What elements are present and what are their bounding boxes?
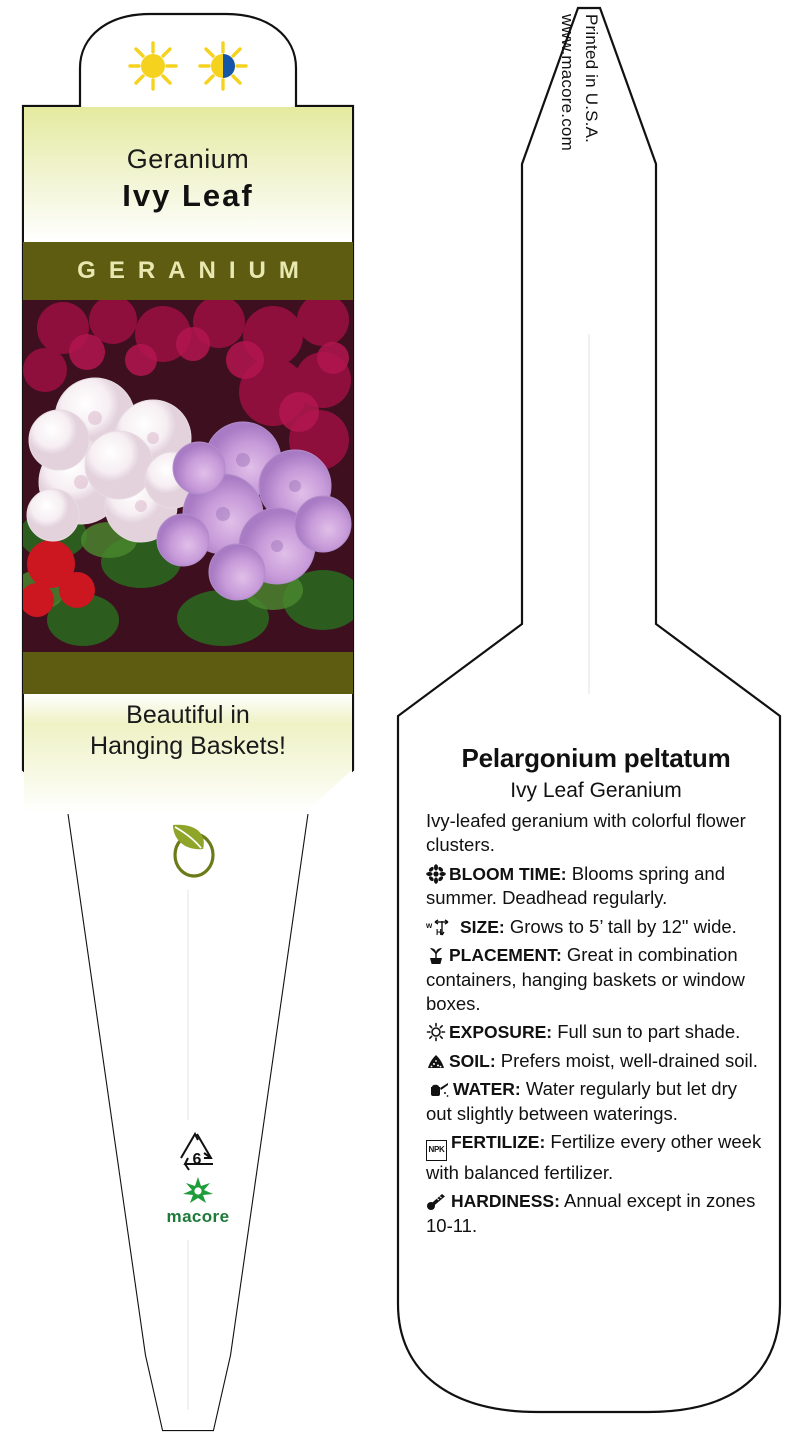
- size-arrows-icon: w H: [426, 918, 456, 937]
- full-sun-icon: [127, 40, 179, 92]
- fact-label: WATER:: [453, 1079, 521, 1100]
- soil-pile-icon: [426, 1051, 446, 1071]
- tagline-line-1: Beautiful in: [126, 701, 250, 729]
- description: Ivy-leafed geranium with colorful flower clusters.: [426, 810, 746, 856]
- fact-fertilize: [426, 1130, 766, 1185]
- fact-hardiness: [426, 1189, 766, 1238]
- plant-care-info: [426, 744, 766, 1238]
- sun-exposure-icon: [426, 1022, 446, 1042]
- cultivar-name: Ivy Leaf: [122, 177, 254, 213]
- fact-text: Grows to 5’ tall by 12" wide.: [504, 915, 737, 937]
- plant-title-block: [23, 118, 353, 240]
- npk-fertilizer-icon: NPK: [426, 1140, 447, 1161]
- macore-wordmark: macore: [166, 1207, 230, 1226]
- fact-text: Fertilize every other week with balanced fertilizer.: [426, 1130, 762, 1183]
- leaf-logo: [163, 815, 223, 881]
- macore-star-icon: [180, 1175, 216, 1205]
- fact-text: Annual except in zones 10-11.: [426, 1190, 756, 1236]
- fact-soil: [426, 1049, 766, 1073]
- fact-text: Water regularly but let dry out slightly between waterings.: [426, 1078, 737, 1124]
- thermometer-icon: [426, 1191, 448, 1211]
- front-plant-tag: [8, 10, 368, 1438]
- fact-label: SIZE:: [460, 916, 505, 937]
- back-plant-tag: [390, 4, 788, 1440]
- fact-size: [426, 915, 766, 939]
- fact-text: Prefers moist, well-drained soil.: [495, 1049, 758, 1071]
- plant-photo: [23, 300, 353, 652]
- fact-exposure: [426, 1020, 766, 1044]
- part-sun-icon: [197, 40, 249, 92]
- fact-placement: [426, 943, 766, 1016]
- fact-water: [426, 1077, 766, 1126]
- fact-label: HARDINESS:: [451, 1191, 560, 1212]
- fact-label: BLOOM TIME:: [449, 863, 567, 884]
- geranium-band: [23, 242, 353, 300]
- tagline-line-2: Hanging Baskets!: [90, 732, 286, 761]
- recycle-number: 6: [192, 1151, 202, 1168]
- recycle-icon: [166, 1128, 228, 1180]
- fact-label: EXPOSURE:: [449, 1022, 553, 1043]
- placement-plant-icon: [426, 945, 446, 965]
- band-label: GERANIUM: [77, 257, 312, 284]
- printed-in-usa: Printed in U.S.A.: [582, 14, 601, 144]
- tagline: [23, 700, 353, 763]
- fact-text: Full sun to part shade.: [552, 1021, 741, 1043]
- photo-bottom-band: [23, 652, 353, 694]
- common-name: Ivy Leaf Geranium: [510, 778, 682, 802]
- macore-logo: [156, 1175, 240, 1227]
- website-url: www.macore.com: [558, 14, 577, 151]
- fact-bloom-time: [426, 862, 766, 911]
- exposure-icons: [118, 40, 258, 92]
- fact-label: PLACEMENT:: [449, 945, 562, 966]
- watering-can-icon: [426, 1079, 450, 1099]
- fact-label: FERTILIZE:: [451, 1131, 546, 1152]
- bloom-flower-icon: [426, 864, 446, 884]
- fact-text: Great in combination containers, hanging baskets or window boxes.: [426, 944, 745, 1014]
- genus-name: Geranium: [126, 143, 250, 174]
- fact-label: SOIL:: [449, 1050, 496, 1071]
- printed-info: [545, 14, 605, 344]
- latin-name: Pelargonium peltatum: [461, 743, 731, 773]
- fact-text: Blooms spring and summer. Deadhead regularly.: [426, 862, 725, 909]
